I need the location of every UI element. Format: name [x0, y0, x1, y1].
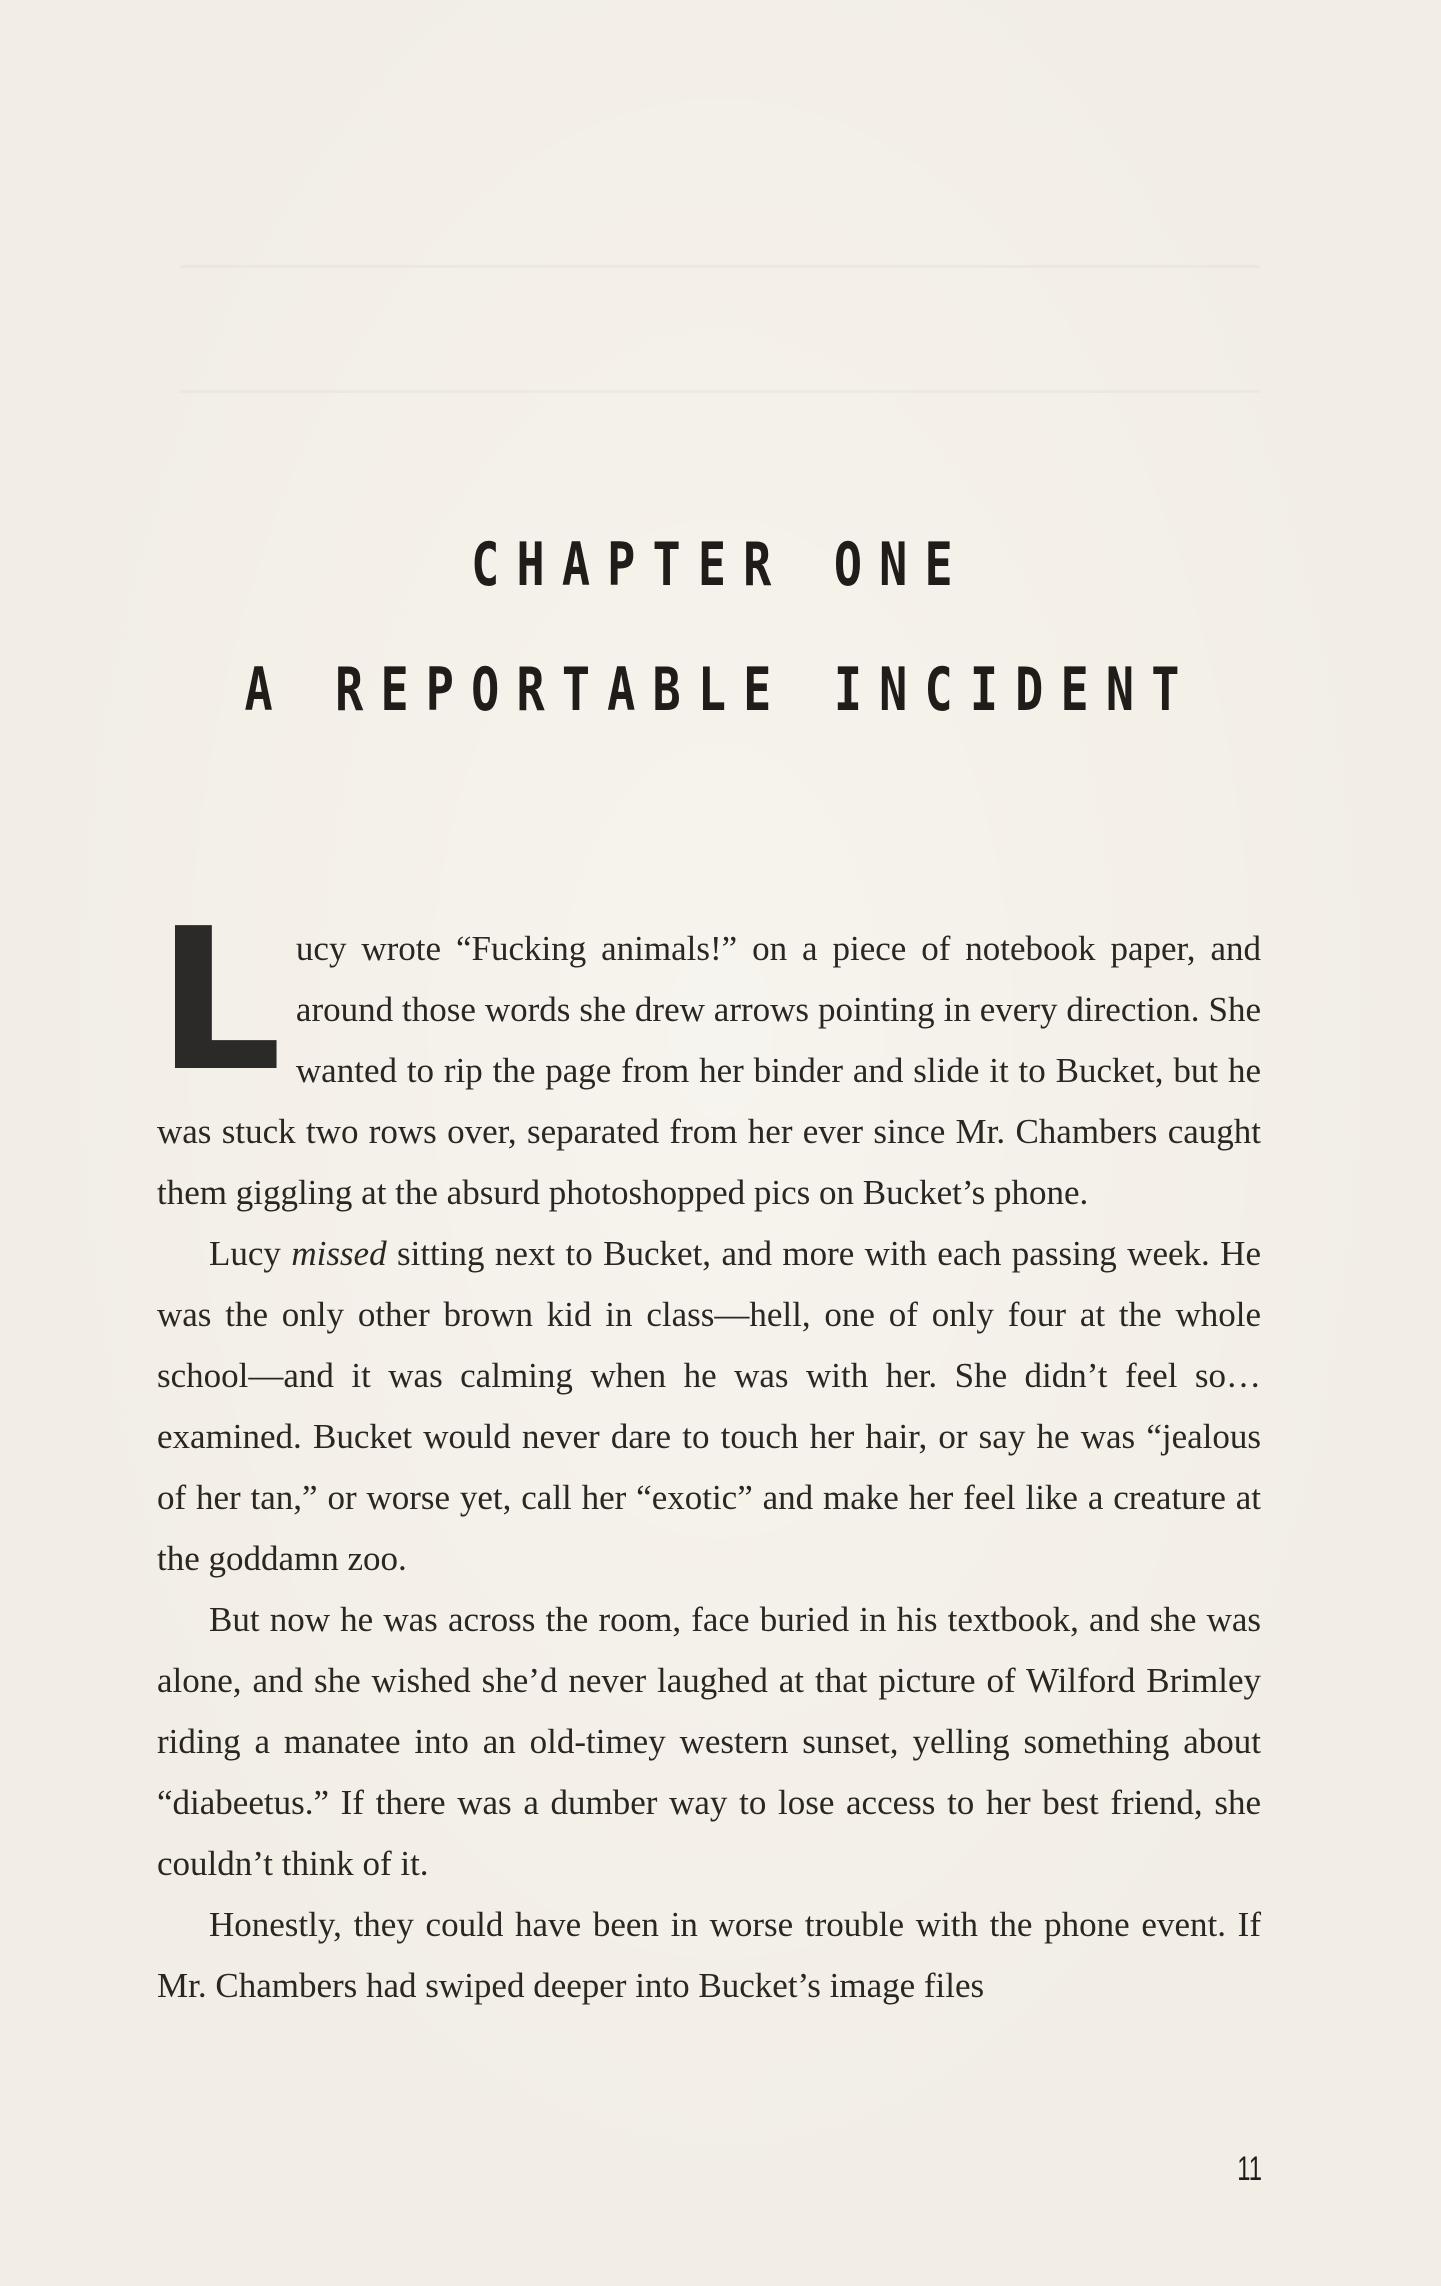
paragraph-1-text: ucy wrote “Fucking animals!” on a piece of notebook paper, and around those words she drew arrows pointing in every direction.: [295, 929, 1261, 1029]
paragraph-4: But now he was across the room, face buried in his textbook, and she was alone, and she wished she’d never laughed at that picture of Wilford Brimley riding a manatee into an old-timey western sunset, yelling something about “diabeetus.” If there was a dumber way to lose access to her best friend, she couldn’t think of it.: [157, 1600, 1261, 1883]
paragraph-3-lead: Lucy: [209, 1234, 292, 1273]
show-through: [180, 390, 1260, 393]
page-number: 11: [1237, 2150, 1263, 2188]
drop-cap: L: [157, 887, 282, 1115]
show-through: [180, 265, 1260, 268]
chapter-title: A REPORTABLE INCIDENT: [244, 655, 1197, 725]
chapter-body: [157, 887, 1261, 2016]
paragraph-3-rest: sitting next to Bucket, and more with each passing week. He was the only other brown kid in class—hell, one of only four at the whole school—and it was calming when he was with her. She didn’t feel so… examined. Bucket would never dare to touch her hair, or say he was “jealous of her tan,” or worse yet, call her “exotic” and make her feel like a creature at the goddamn zoo.: [157, 1234, 1261, 1578]
paragraph-3: [157, 1223, 1261, 1589]
paragraph-5: Honestly, they could have been in worse trouble with the phone event. If Mr. Chambers had swiped deeper into Bucket’s image files: [157, 1905, 1261, 2005]
paragraph-2-text: She wanted to rip the page from her binder and slide it to Bucket, but he was stuck two rows over, separated from her ever since Mr. Chambers caught them giggling at the absurd photoshopped pics on Bucket’s phone.: [157, 990, 1261, 1212]
emphasis-missed: missed: [291, 1234, 387, 1273]
paragraph-1: [157, 887, 1261, 1223]
chapter-label: CHAPTER ONE: [471, 530, 970, 600]
